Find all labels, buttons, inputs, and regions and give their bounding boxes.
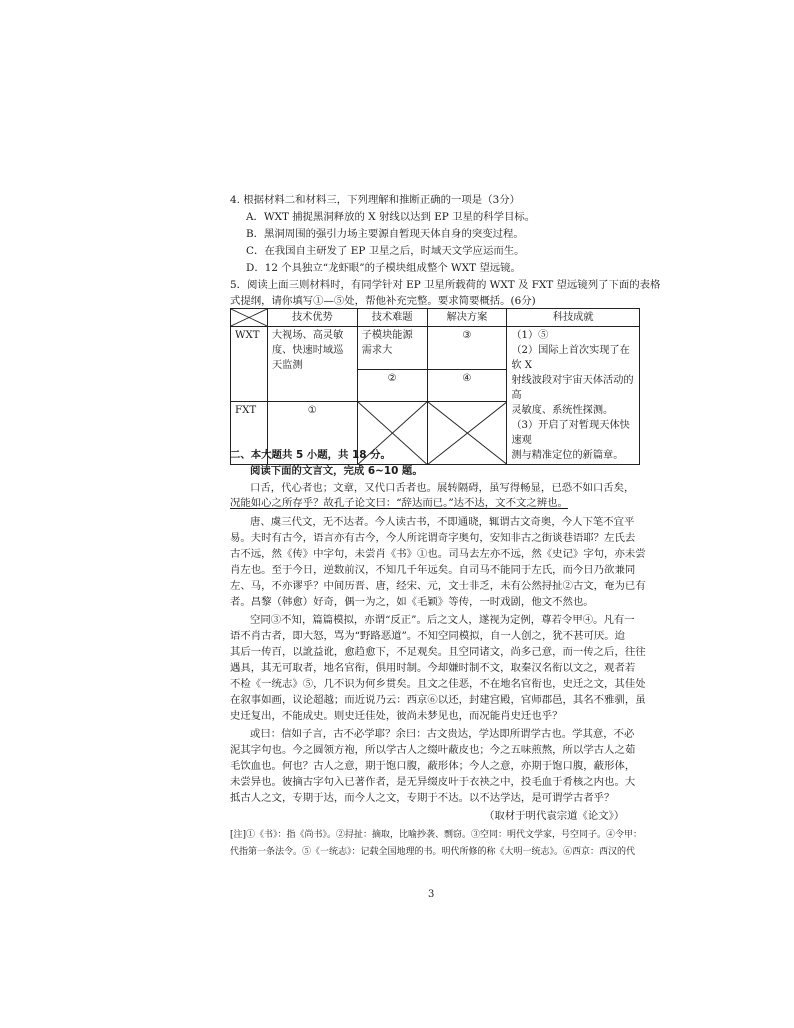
fxt-advantage-blank-1: ① [267, 401, 357, 464]
wxt-difficulty-blank-2: ② [357, 369, 427, 401]
wxt-advantage [267, 327, 357, 402]
achievement-line: 射线波段对宇宙天体活动的高 [511, 375, 634, 401]
section-2-title: 二、本大题共 5 小题，共 18 分。 [230, 449, 391, 461]
q4-option-b: B．黑洞周围的强引力场主要源自暂现天体自身的突变过程。 [246, 228, 524, 240]
passage-source: （取材于明代袁宗道《论文》） [484, 810, 625, 822]
q4-option-c: C．在我国自主研发了 EP 卫星之后，时域天文学应运而生。 [246, 245, 525, 257]
header-achievement: 科技成就 [507, 309, 640, 327]
passage-line: 毛饮血也。何也？古人之意，期于饱口腹，蔽形体；今人之意，亦期于饱口腹，蔽形体， [230, 760, 636, 772]
q5-stem-line-2: 式提纲，请你填写①—⑤处，帮他补充完整。要求简要概括。(6分) [230, 295, 536, 307]
section-2-instruction: 阅读下面的文言文，完成 6~10 题。 [250, 465, 423, 477]
passage-line: 易。夫时有古今，语言亦有古今，今人所诧谓奇字奥句，安知非古之街谈巷语耶？左氏去 [230, 532, 636, 544]
passage-line: 左、马，不亦谬乎？中间历晋、唐，经宋、元，文士非乏，未有公然挦扯②古文，奄为已有 [230, 580, 646, 592]
header-advantage: 技术优势 [267, 309, 357, 327]
achievement-line: （2）国际上首次实现了在软 X [511, 345, 630, 371]
q5-outline-table [230, 308, 640, 465]
table-row-wxt [231, 327, 640, 370]
q5-stem-line-1: 5．阅读上面三则材料时，有同学针对 EP 卫星所载荷的 WXT 及 FXT 望远镜列了下面的表格 [230, 279, 661, 291]
achievement-line: （3）开启了对暂现天体快速观 [511, 420, 630, 446]
wxt-difficulty-1 [357, 327, 427, 370]
header-difficulty: 技术难题 [357, 309, 427, 327]
wxt-difficulty-line: 子模块能源 [361, 330, 413, 341]
table-header-row [231, 309, 640, 327]
header-solution: 解决方案 [427, 309, 507, 327]
page-number: 3 [428, 889, 435, 900]
achievement-line: 测与精准定位的新篇章。 [511, 450, 624, 461]
q4-option-a: A．WXT 捕捉黑洞释放的 X 射线以达到 EP 卫星的科学目标。 [246, 211, 536, 223]
passage-line: 况能如心之所存乎？故孔子论文曰：“辞达而已。”达不达，文不文之辨也。 [230, 497, 568, 509]
table-corner-cell [231, 309, 268, 327]
passage-line: 抵古人之文，专期于达，而今人之文，专期于不达。以不达学达，是可谓学古者乎？ [230, 792, 615, 804]
wxt-solution-blank-4: ④ [427, 369, 507, 401]
passage-line: 或曰：信如子言，古不必学耶？余曰：古文贵达，学达即所谓学古也。学其意，不必 [250, 728, 635, 740]
q4-stem: 4. 根据材料二和材料三，下列理解和推断正确的一项是（3分） [230, 194, 520, 206]
wxt-achievements [507, 327, 640, 465]
passage-line: 口舌，代心者也；文章，又代口舌者也。展转隔碍，虽写得畅显，已恐不如口舌矣， [250, 482, 635, 494]
passage-line: 史迁复出，不能成史。则史迁佳处，彼尚未梦见也，而况能肖史迁也乎？ [230, 710, 563, 722]
passage-line: 不检《一统志》⑤，几不识为何乡贯矣。且文之佳恶，不在地名官衔也，史迁之文，其佳处 [230, 678, 646, 690]
passage-line: 唐、虞三代文，无不达者。今人读古书，不即通晓，辄谓古文奇奥，今人下笔不宜平 [250, 516, 635, 528]
annotation-line: 代指第一条法令。⑤《一统志》：记载全国地理的书。明代所修的称《大明一统志》。⑥西京：西汉的代 [230, 847, 636, 857]
passage-line: 者。昌黎（韩愈）好奇，偶一为之，如《毛颖》等传，一时戏剧，他文不然也。 [230, 596, 594, 608]
passage-line: 遇具，其无可取者，地名官衔，俱用时制。今却嫌时制不文，取秦汉名衔以文之，观者若 [230, 662, 636, 674]
passage-line: 在叙事如画，议论超越；而近说乃云：西京⑥以还，封建宫殿，官师郡邑，其名不雅驯，虽 [230, 694, 646, 706]
wxt-solution-blank-3: ③ [427, 327, 507, 370]
achievement-line: （1）⑤ [511, 330, 549, 341]
achievement-line: 灵敏度、系统性探测。 [511, 405, 614, 416]
passage-line: 其后一传百，以訛益讹，愈趋愈下，不足观矣。且空同诸文，尚多己意，而一传之后，往往 [230, 646, 646, 658]
passage-line: 未尝异也。彼摘古字句入已著作者，是无异缀皮叶于衣袂之中，投毛血于肴核之内也。大 [230, 776, 636, 788]
passage-line: 肖左也。至于今日，逆数前汉，不知几千年远矣。自司马不能同于左氏，而今日乃欲兼同 [230, 564, 636, 576]
wxt-advantage-line: 大视场、高灵敏 [271, 330, 344, 341]
q4-option-d: D．12 个具独立“龙虾眼”的子模块组成整个 WXT 望远镜。 [246, 262, 521, 274]
row-label-wxt: WXT [231, 327, 268, 402]
wxt-difficulty-line: 需求大 [361, 345, 393, 356]
passage-line: 古不远，然《传》中字句，未尝肖《书》①也。司马去左亦不远，然《史记》字句，亦未尝 [230, 548, 646, 560]
passage-line: 泥其字句也。今之圆领方袍，所以学古人之缀叶蔽皮也；今之五味煎熬，所以学古人之茹 [230, 744, 636, 756]
wxt-advantage-line: 度、快速时域巡 [271, 345, 344, 356]
passage-line: 空同③不知，篇篇模拟，亦谓“反正”。后之文人，遂视为定例，尊若令甲④。凡有一 [250, 614, 635, 626]
fxt-solution-crossed [427, 401, 507, 464]
passage-line: 语不肖古者，即大怒，骂为“野路恶道”。不知空同模拟，自一人创之，犹不甚可厌。迨 [230, 630, 626, 642]
wxt-advantage-line: 天监测 [271, 360, 303, 371]
row-label-fxt: FXT [231, 401, 268, 464]
annotation-line: [注]①《书》：指《尚书》。②挦扯：摘取，比喻抄袭、剽窃。③空同：明代文学家，号空同子。④令甲： [230, 830, 643, 840]
